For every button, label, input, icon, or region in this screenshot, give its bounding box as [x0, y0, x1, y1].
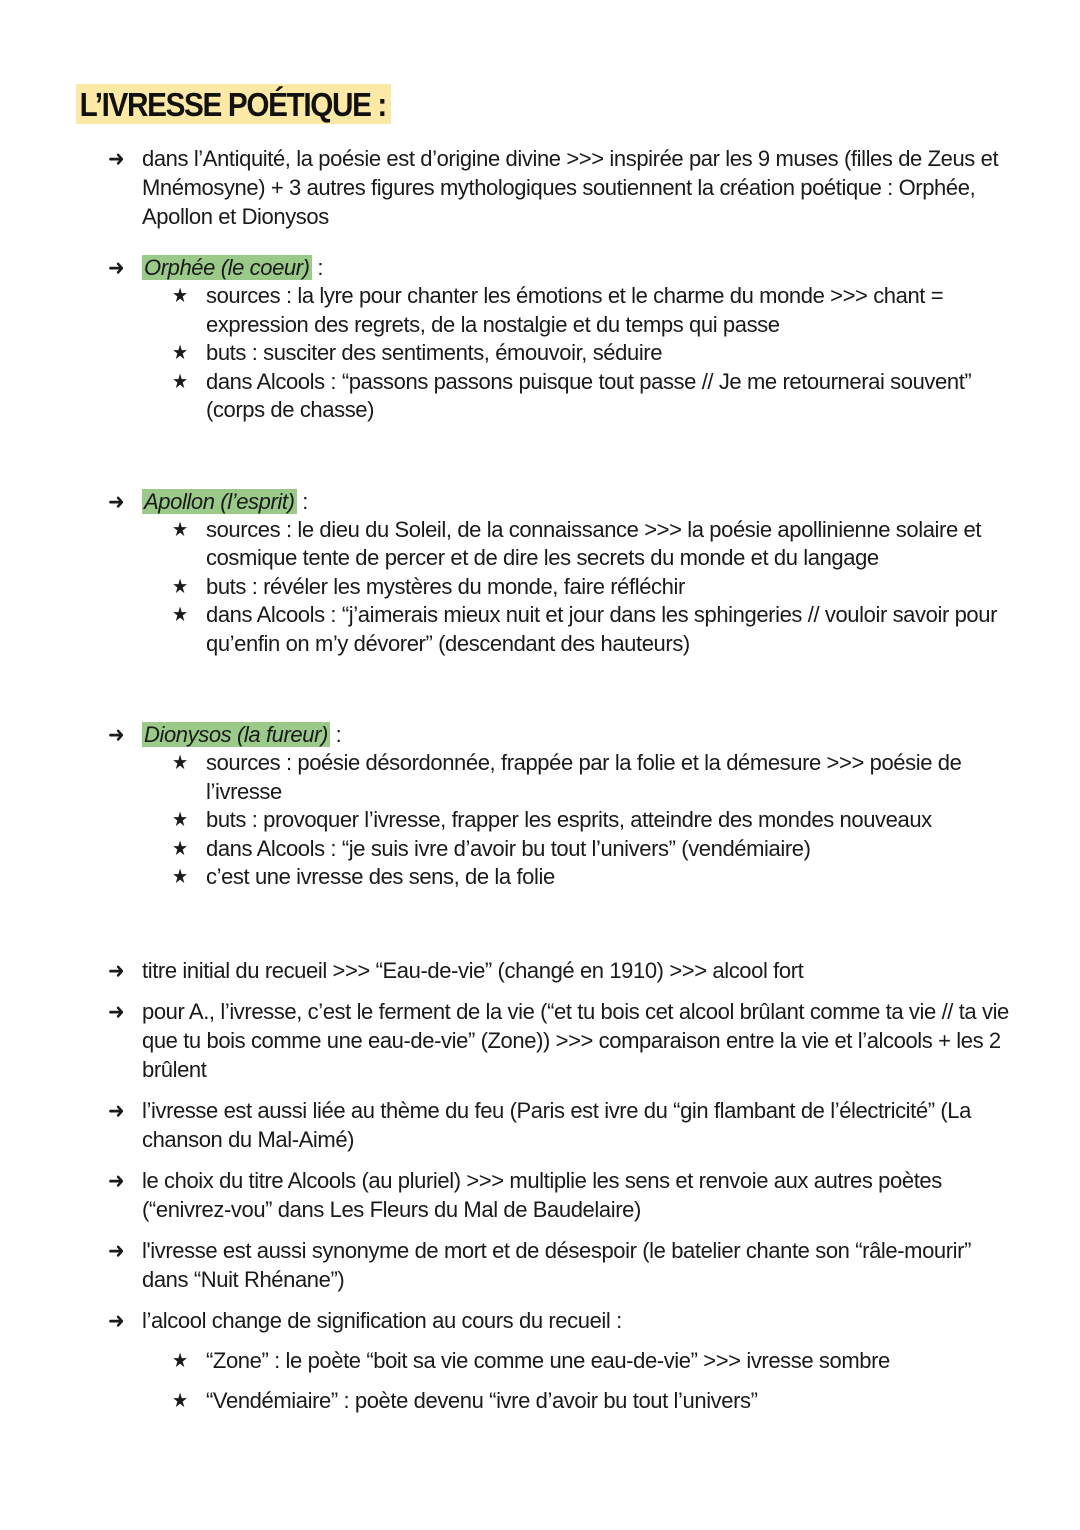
arrow-icon: ➜	[108, 1167, 125, 1193]
point-text: “Vendémiaire” : poète devenu “ivre d’avoir bu tout l’univers”	[206, 1388, 758, 1413]
note-text: l'ivresse est aussi synonyme de mort et de désespoir (le batelier chante son “râle-mourir” dans “Nuit Rhénane”)	[142, 1237, 972, 1292]
note-text: le choix du titre Alcools (au pluriel) >>> multiplie les sens et renvoie aux autres poètes (“enivrez-vou” dans Les Fleurs du Mal de Baudelaire)	[142, 1167, 942, 1222]
star-icon: ★	[172, 575, 188, 598]
star-icon: ★	[172, 837, 188, 860]
section-heading: Dionysos (la fureur)	[144, 722, 328, 747]
arrow-icon: ➜	[108, 722, 125, 747]
point-text: sources : le dieu du Soleil, de la connaissance >>> la poésie apollinienne solaire et cosmique tente de percer et de dire les secrets du monde et du langage	[206, 516, 982, 570]
star-icon: ★	[172, 1390, 188, 1412]
point-list	[142, 749, 1020, 892]
note-item	[76, 1096, 1020, 1154]
arrow-icon: ➜	[108, 146, 125, 171]
section-heading: Apollon (l’esprit)	[144, 488, 295, 514]
arrow-icon: ➜	[108, 488, 125, 514]
point-text: “Zone” : le poète “boit sa vie comme une eau-de-vie” >>> ivresse sombre	[206, 1347, 890, 1373]
title-wrap	[76, 84, 1020, 124]
arrow-icon: ➜	[108, 1237, 125, 1263]
final-item	[76, 1306, 1020, 1416]
intro-text: dans l’Antiquité, la poésie est d’origine divine >>> inspirée par les 9 muses (filles de Zeus et Mnémosyne) + 3 autres figures mythologiques soutiennent la création poétique : Orphée, Apollon et Dionysos	[142, 146, 999, 229]
point-list	[142, 516, 1020, 659]
heading-colon: :	[329, 722, 342, 747]
star-icon: ★	[172, 1349, 188, 1372]
list-item	[172, 749, 1020, 806]
star-icon: ★	[172, 866, 188, 888]
star-icon: ★	[172, 752, 188, 774]
note-text: titre initial du recueil >>> “Eau-de-vie” (changé en 1910) >>> alcool fort	[142, 957, 804, 983]
list-item	[172, 339, 1020, 368]
list-item	[172, 601, 1020, 658]
section-orphee	[76, 253, 1020, 425]
note-item	[76, 997, 1020, 1084]
point-list	[142, 1347, 1020, 1416]
point-text: dans Alcools : “je suis ivre d’avoir bu tout l’univers” (vendémiaire)	[206, 835, 811, 861]
section-apollon	[76, 487, 1020, 659]
list-item	[172, 573, 1020, 602]
star-icon: ★	[172, 342, 188, 364]
point-text: buts : provoquer l’ivresse, frapper les esprits, atteindre des mondes nouveaux	[206, 807, 932, 832]
point-text: dans Alcools : “j’aimerais mieux nuit et jour dans les sphingeries // vouloir savoir pour qu’enfin on m’y dévorer” (descendant des hauteurs)	[206, 602, 998, 656]
point-text: sources : poésie désordonnée, frappée par la folie et la démesure >>> poésie de l’ivresse	[206, 750, 962, 804]
star-icon: ★	[172, 285, 188, 307]
star-icon: ★	[172, 518, 188, 541]
list-item	[172, 863, 1020, 892]
arrow-icon: ➜	[108, 1097, 125, 1123]
note-item	[76, 956, 1020, 985]
point-text: buts : révéler les mystères du monde, faire réfléchir	[206, 573, 685, 599]
point-text: c’est une ivresse des sens, de la folie	[206, 864, 555, 889]
point-list	[142, 282, 1020, 425]
note-item	[76, 1236, 1020, 1294]
heading-colon: :	[311, 255, 324, 280]
arrow-icon: ➜	[108, 255, 125, 280]
list-item	[172, 516, 1020, 573]
list-item	[172, 835, 1020, 864]
note-item	[76, 1166, 1020, 1224]
star-icon: ★	[172, 809, 188, 831]
arrow-icon: ➜	[108, 1307, 125, 1333]
point-text: sources : la lyre pour chanter les émotions et le charme du monde >>> chant = expression des regrets, de la nostalgie et du temps qui passe	[206, 283, 944, 337]
note-text: pour A., l’ivresse, c’est le ferment de la vie (“et tu bois cet alcool brûlant comme ta vie // ta vie que tu bois comme une eau-de-vie” (Zone)) >>> comparaison entre la vie et l’alcools + les 2 brûlent	[142, 998, 1009, 1082]
point-text: dans Alcools : “passons passons puisque tout passe // Je me retournerai souvent” (corps de chasse)	[206, 368, 972, 422]
list-item	[172, 368, 1020, 425]
section-dionysos	[76, 720, 1020, 892]
section-heading: Orphée (le coeur)	[144, 255, 310, 280]
star-icon: ★	[172, 604, 188, 626]
list-item	[172, 1347, 1020, 1376]
list-item	[172, 1387, 1020, 1416]
list-item	[172, 806, 1020, 835]
intro-item	[76, 144, 1020, 231]
heading-colon: :	[296, 488, 308, 514]
page-title: L’IVRESSE POÉTIQUE :	[76, 84, 391, 124]
note-text: l’ivresse est aussi liée au thème du feu (Paris est ivre du “gin flambant de l’électricité” (La chanson du Mal-Aimé)	[142, 1097, 971, 1152]
arrow-icon: ➜	[108, 998, 125, 1024]
arrow-icon: ➜	[108, 957, 125, 983]
final-text: l’alcool change de signification au cours du recueil :	[142, 1307, 622, 1333]
point-text: buts : susciter des sentiments, émouvoir, séduire	[206, 340, 663, 365]
star-icon: ★	[172, 370, 188, 393]
list-item	[172, 282, 1020, 339]
